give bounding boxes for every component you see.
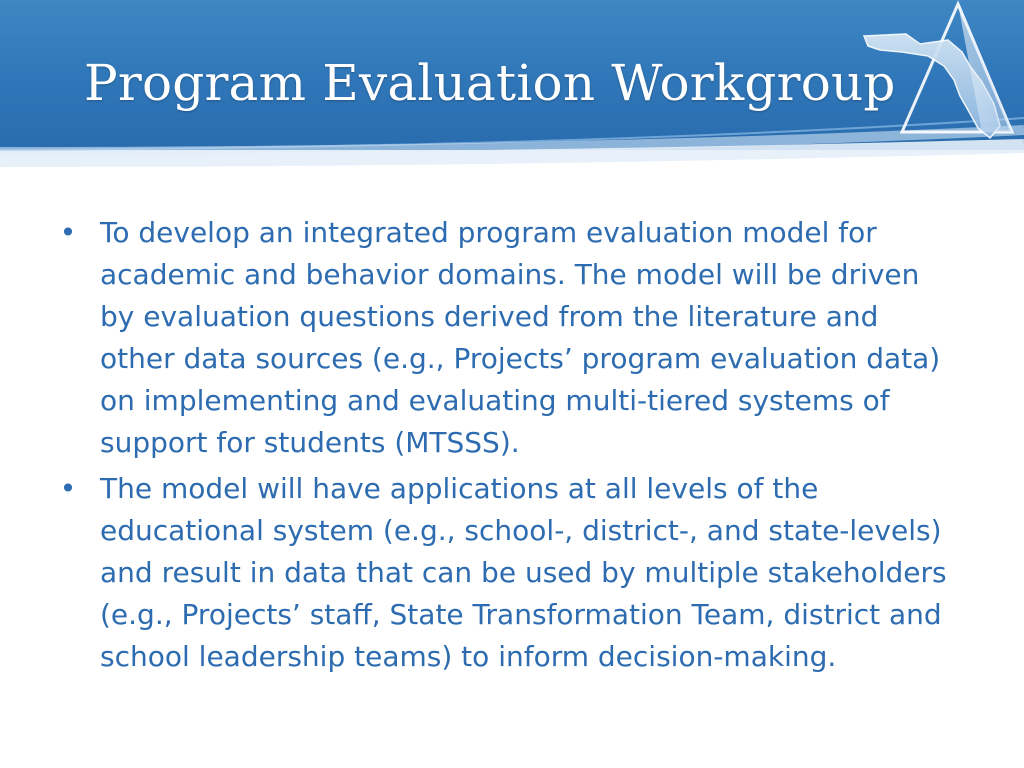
bullet-list <box>58 212 958 682</box>
florida-triangle-logo-icon <box>862 0 1024 150</box>
bullet-item <box>58 212 958 464</box>
slide-title: Program Evaluation Workgroup <box>84 54 896 112</box>
bullet-icon: • <box>59 472 77 505</box>
bullet-text: To develop an integrated program evaluation model for academic and behavior domains. The model will be driven by evaluation questions derived from the literature and other data sources (e.g., Projects’ program evaluation data) on implementing and evaluating multi-tiered systems of support for students (MTSSS). <box>100 216 941 459</box>
bullet-icon: • <box>59 216 77 249</box>
bullet-item <box>58 468 958 678</box>
bullet-text: The model will have applications at all levels of the educational system (e.g., school-, district-, and state-levels) and result in data that can be used by multiple stakeholders (e.g., Projects’ staff, State Transformation Team, district and school leadership teams) to inform decision-making. <box>100 472 947 673</box>
